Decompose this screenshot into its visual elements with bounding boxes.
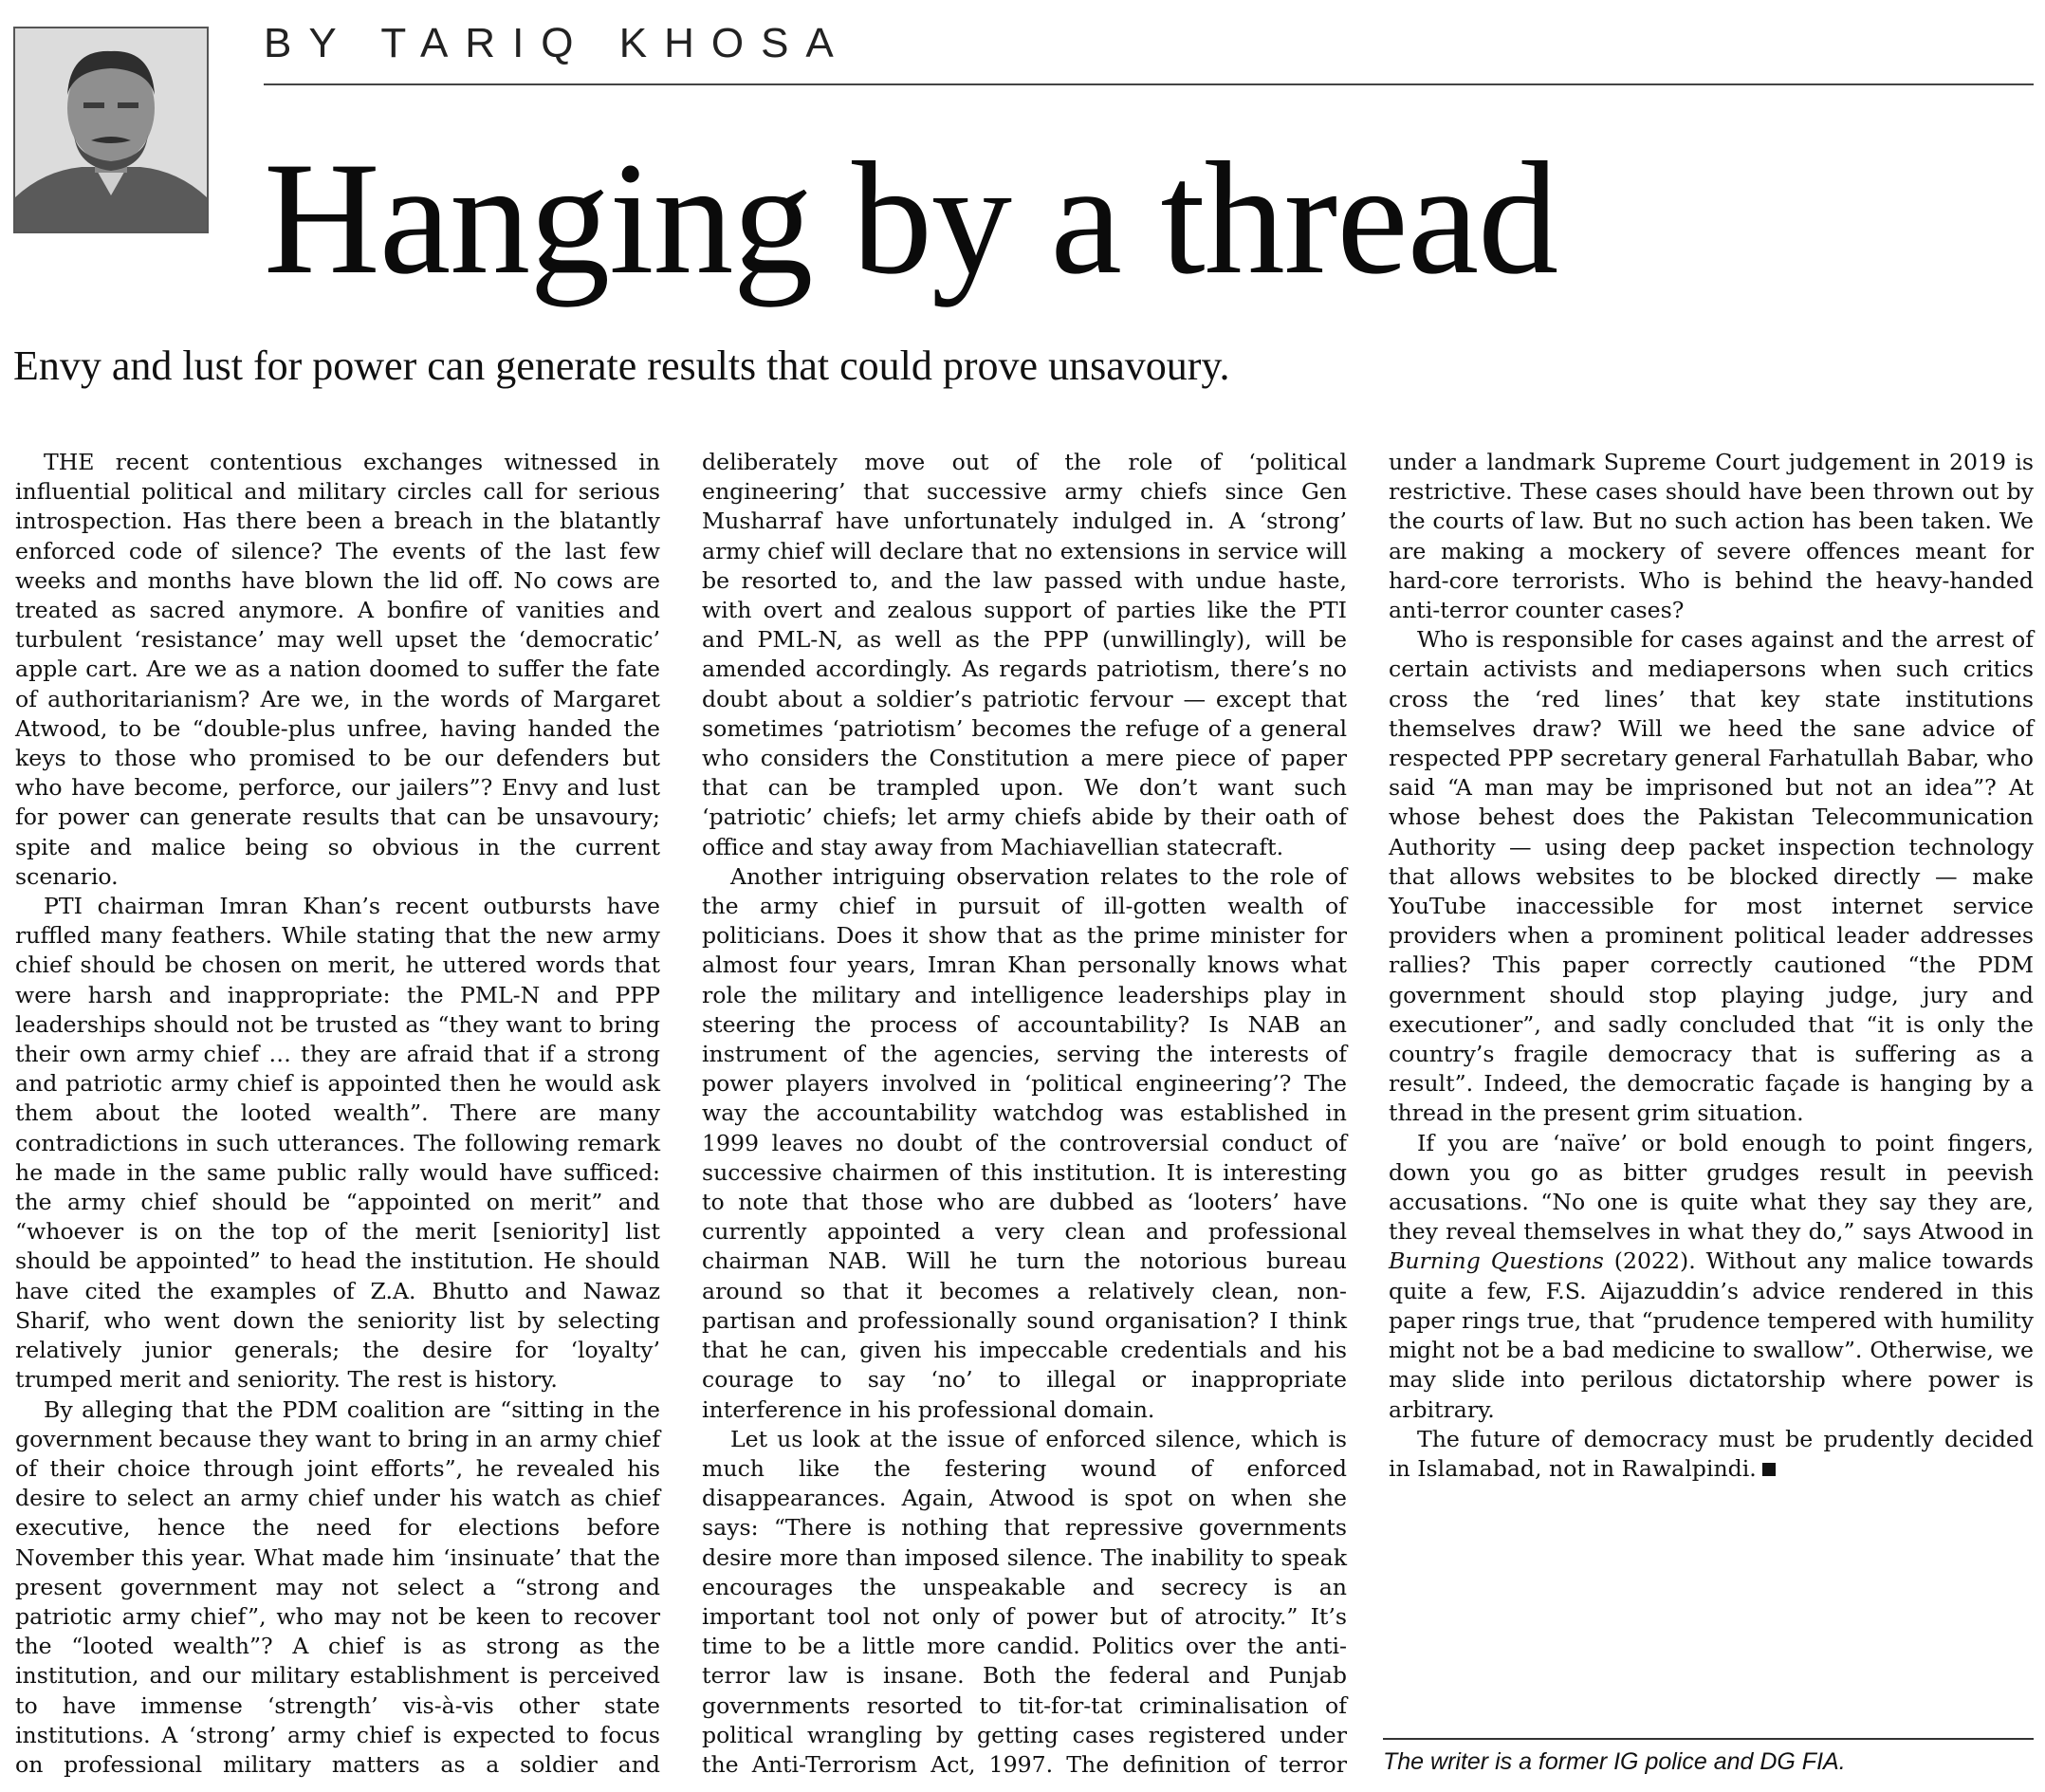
byline: BY TARIQ KHOSA [264,20,851,66]
paragraph-7-text-end: (2022). Without any malice towards quite a few, F.S. Aijazuddin’s advice rendered in this paper rings true, that “prudence tempered with humility might not be a bad medicine to swallow”. Otherwise, we may slide into perilous dictatorship where power is arbitrary. [1389,1247,2034,1423]
end-of-article-mark [1762,1463,1776,1476]
book-title: Burning Questions [1389,1247,1604,1275]
closing-paragraph [1389,1425,2034,1484]
headline: Hanging by a thread [264,129,1558,307]
writer-note-divider [1383,1738,2034,1740]
paragraph-2: PTI chairman Imran Khan’s recent outbursts have ruffled many feathers. While stating that the new army chief should be chosen on merit, he uttered words that were harsh and inappropriate: the PML-N and PPP leaderships should not be trusted as “they want to bring their own army chief … they are afraid that if a strong and patriotic army chief is appointed then he would ask them about the looted wealth”. There are many contradictions in such utterances. The following remark he made in the same public rally would have sufficed: the army chief should be “appointed on merit” and “whoever is on the top of the merit [seniority] list should be appointed” to head the institution. He should have cited the examples of Z.A. Bhutto and Nawaz Sharif, who went down the seniority list by selecting relatively junior generals; the desire for ‘loyalty’ trumped merit and seniority. The rest is history. [15,893,660,1394]
closing-paragraph-text: The future of democracy must be prudently decided in Islamabad, not in Rawalpindi. [1389,1425,2034,1482]
byline-divider [264,83,2034,85]
author-portrait-graphic [15,28,207,231]
paragraph-7-text-start: If you are ‘naïve’ or bold enough to point fingers, down you go as bitter grudges result in peevish accusations. “No one is quite what they say they are, they reveal themselves in what they do,” says Atwood in [1389,1129,2034,1246]
paragraph-5: Let us look at the issue of enforced silence, which is much like the festering wound of enforced disappearances. Again, Atwood is spot on when she says: “There is nothing that repressive governments desire more than imposed silence. The inability to speak encourages the unspeakable and secrecy is an important tool not only of power but of atrocity.” It’s time to be a little more candid. Politics over the anti-terror law is insane. Both the federal and Punjab governments resorted to tit-for-tat criminalisation of political wrangling by getting cases registered under the Anti-Terrorism Act, 1997. The definition of terror under a landmark Supreme Court judgement in 2019 is restrictive. These cases should have been thrown out by the courts of law. But no such action has been taken. We are making a mockery of severe offences meant for hard-core terrorists. Who is behind the heavy-handed anti-terror counter cases? [702,449,2034,1778]
article-body [15,448,2034,1785]
writer-note: The writer is a former IG police and DG FIA. [1383,1748,1846,1775]
paragraph-4: Another intriguing observation relates to the role of the army chief in pursuit of ill-gotten wealth of politicians. Does it show that as the prime minister for almost four years, Imran Khan personally knows what role the military and intelligence leaderships play in steering the process of accountability? Is NAB an instrument of the agencies, serving the interests of power players involved in ‘political engineering’? The way the accountability watchdog was established in 1999 leaves no doubt of the controversial conduct of successive chairmen of this institution. It is interesting to note that those who are dubbed as ‘looters’ have currently appointed a very clean and professional chairman NAB. Will he turn the notorious bureau around so that it becomes a relatively clean, non-partisan and professionally sound organisation? I think that he can, given his impeccable credentials and his courage to say ‘no’ to illegal or inappropriate interference in his professional domain. [702,862,1347,1423]
paragraph-1: THE recent contentious exchanges witnessed in influential political and military circles call for serious introspection. Has there been a breach in the blatantly enforced code of silence? The events of the last few weeks and months have blown the lid off. No cows are treated as sacred anymore. A bonfire of vanities and turbulent ‘resistance’ may well upset the ‘democratic’ apple cart. Are we as a nation doomed to suffer the fate of authoritarianism? Are we, in the words of Margaret Atwood, to be “double-plus unfree, having handed the keys to those who promised to be our defenders but who have become, perforce, our jailers”? Envy and lust for power can generate results that can be unsavoury; spite and malice being so obvious in the current scenario. [15,449,660,890]
standfirst: Envy and lust for power can generate results that could prove unsavoury. [13,342,1230,389]
paragraph-6: Who is responsible for cases against and the arrest of certain activists and mediapersons when such critics cross the ‘red lines’ that key state institutions themselves draw? Will we heed the sane advice of respected PPP secretary general Farhatullah Babar, who said “A man may be imprisoned but not an idea”? At whose behest does the Pakistan Telecommunication Authority — using deep packet inspection technology that allows websites to be blocked directly — make YouTube inaccessible for most internet service providers when a prominent political leader addresses rallies? This paper correctly cautioned “the PDM government should stop playing judge, jury and executioner”, and sadly concluded that “it is only the country’s fragile democracy that is suffering as a result”. Indeed, the democratic façade is hanging by a thread in the present grim situation. [1389,626,2034,1127]
paragraph-3: By alleging that the PDM coalition are “sitting in the government because they want to bring in an army chief of their choice through joint efforts”, he revealed his desire to select an army chief under his watch as chief executive, hence the need for elections before November this year. What made him ‘insinuate’ that the present government may not select a “strong and patriotic army chief”, who may not be keen to recover the “looted wealth”? A chief is as strong as the institution, and our military establishment is perceived to have immense ‘strength’ vis-à-vis other state institutions. A ‘strong’ army chief is expected to focus on professional military matters as a soldier and deliberately move out of the role of ‘political engineering’ that successive army chiefs since Gen Musharraf have unfortunately indulged in. A ‘strong’ army chief will declare that no extensions in service will be resorted to, and the law passed with undue haste, with overt and zealous support of parties like the PTI and PML-N, as well as the PPP (unwillingly), will be amended accordingly. As regards patriotism, there’s no doubt about a soldier’s patriotic fervour — except that sometimes ‘patriotism’ becomes the refuge of a general who considers the Constitution a mere piece of paper that can be trampled upon. We don’t want such ‘patriotic’ chiefs; let army chiefs abide by their oath of office and stay away from Machiavellian statecraft. [15,449,1347,1778]
author-photo [13,27,209,233]
paragraph-7 [1389,1129,2034,1425]
